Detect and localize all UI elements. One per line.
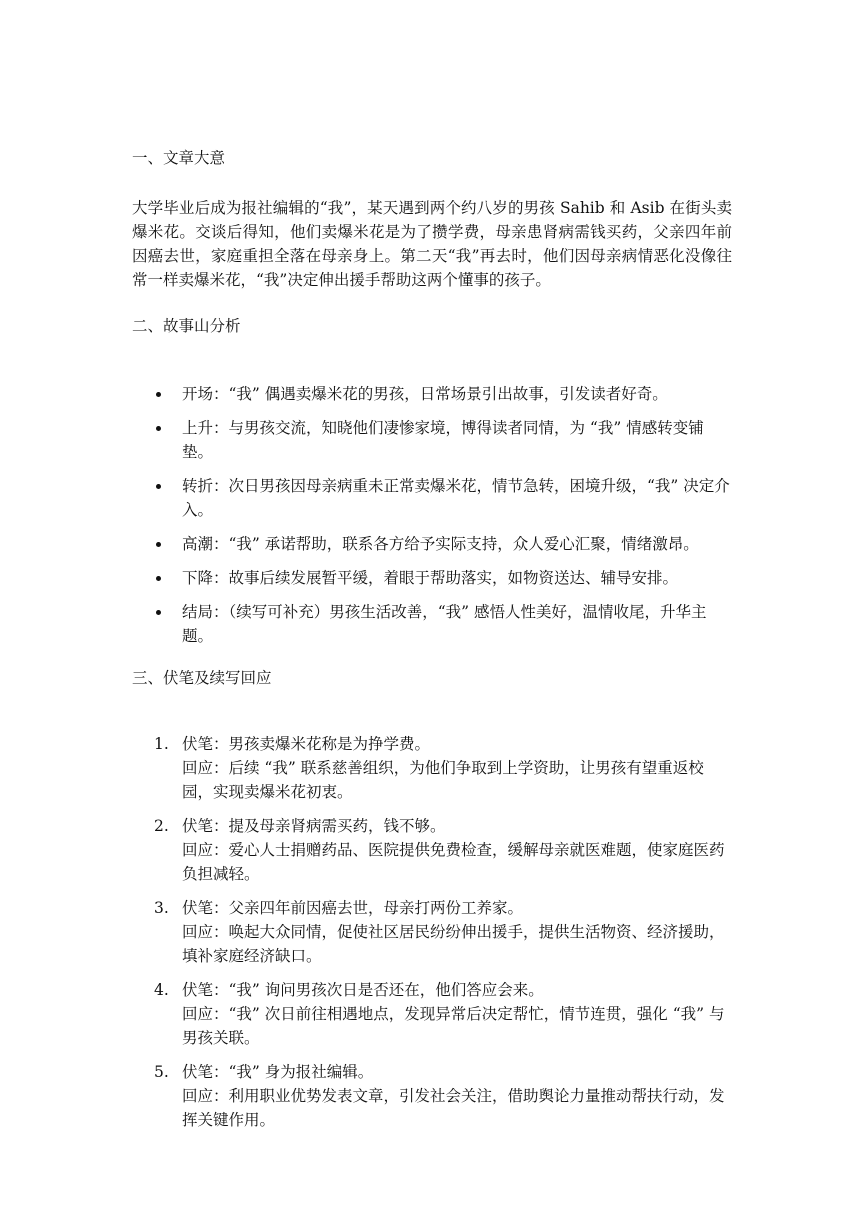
list-number: 4. [154, 981, 169, 999]
list-item [132, 566, 732, 590]
list-number: 3. [154, 899, 169, 917]
foreshadow-text: 伏笔：男孩卖爆米花称是为挣学费。 [182, 735, 431, 753]
section-heading-summary: 一、文章大意 [132, 149, 226, 167]
foreshadow-text: 伏笔：“我” 身为报社编辑。 [182, 1063, 374, 1081]
list-item-text: 下降：故事后续发展暂平缓，着眼于帮助落实，如物资送达、辅导安排。 [182, 569, 679, 587]
list-item [132, 600, 732, 648]
bullet-icon [156, 610, 161, 615]
response-text: 回应：爱心人士捐赠药品、医院提供免费检查，缓解母亲就医难题，使家庭医药负担减轻。 [182, 841, 725, 883]
response-text: 回应：后续 “我” 联系慈善组织，为他们争取到上学资助，让男孩有望重返校园，实现卖爆米花初衷。 [182, 759, 704, 801]
foreshadow-text: 伏笔：父亲四年前因癌去世，母亲打两份工养家。 [182, 899, 524, 917]
summary-paragraph: 大学毕业后成为报社编辑的“我”，某天遇到两个约八岁的男孩 Sahib 和 Asib 在街头卖爆米花。交谈后得知，他们卖爆米花是为了攒学费，母亲患肾病需钱买药，父亲四年前因癌去世，家庭重担全落在母亲身上。第二天“我”再去时，他们因母亲病情恶化没像往常一样卖爆米花，“我”决定伸出援手帮助这两个懂事的孩子。 [132, 199, 732, 289]
list-item-text: 上升：与男孩交流，知晓他们凄惨家境，博得读者同情，为 “我” 情感转变铺垫。 [182, 419, 704, 461]
list-item [132, 382, 732, 406]
list-item [132, 532, 732, 556]
section-heading-story-mountain: 二、故事山分析 [132, 317, 241, 335]
list-number: 5. [154, 1063, 169, 1081]
foreshadow-text: 伏笔：提及母亲肾病需买药，钱不够。 [182, 817, 446, 835]
bullet-icon [156, 484, 161, 489]
foreshadow-text: 伏笔：“我” 询问男孩次日是否还在，他们答应会来。 [182, 981, 544, 999]
list-item [132, 814, 732, 886]
document-page [132, 146, 732, 1142]
foreshadowing-list [132, 732, 732, 1132]
list-number: 2. [154, 817, 169, 835]
section-heading-foreshadowing: 三、伏笔及续写回应 [132, 669, 272, 687]
list-item [132, 896, 732, 968]
list-item [132, 1060, 732, 1132]
list-item [132, 416, 732, 464]
bullet-icon [156, 426, 161, 431]
response-text: 回应：唤起大众同情，促使社区居民纷纷伸出援手，提供生活物资、经济援助，填补家庭经济缺口。 [182, 923, 725, 965]
bullet-icon [156, 542, 161, 547]
story-mountain-list [132, 382, 732, 648]
response-text: 回应：“我” 次日前往相遇地点，发现异常后决定帮忙，情节连贯，强化 “我” 与男孩关联。 [182, 1005, 725, 1047]
response-text: 回应：利用职业优势发表文章，引发社会关注，借助舆论力量推动帮扶行动，发挥关键作用。 [182, 1087, 725, 1129]
list-item-text: 高潮：“我” 承诺帮助，联系各方给予实际支持，众人爱心汇聚，情绪激昂。 [182, 535, 699, 553]
list-item [132, 474, 732, 522]
list-item [132, 732, 732, 804]
list-item-text: 结局：（续写可补充）男孩生活改善，“我” 感悟人性美好，温情收尾，升华主题。 [182, 603, 707, 645]
list-number: 1. [154, 735, 169, 753]
bullet-icon [156, 576, 161, 581]
list-item [132, 978, 732, 1050]
list-item-text: 开场：“我” 偶遇卖爆米花的男孩，日常场景引出故事，引发读者好奇。 [182, 385, 668, 403]
list-item-text: 转折：次日男孩因母亲病重未正常卖爆米花，情节急转，困境升级，“我” 决定介入。 [182, 477, 730, 519]
bullet-icon [156, 392, 161, 397]
